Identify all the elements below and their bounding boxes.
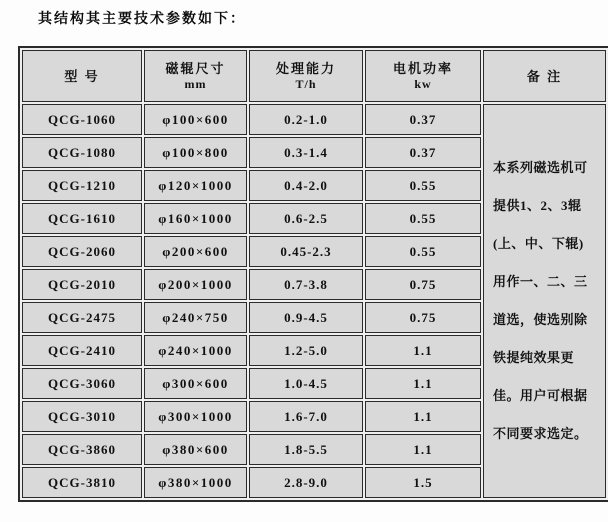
- cell-size: φ160×1000: [144, 203, 247, 234]
- cell-size: φ100×600: [144, 104, 247, 135]
- col-header-model: [22, 50, 142, 102]
- cell-model: QCG-1610: [22, 203, 142, 234]
- cell-power: 0.75: [365, 302, 481, 333]
- cell-model: QCG-3810: [22, 467, 142, 498]
- cell-power: 1.1: [365, 434, 481, 465]
- cell-capacity: 0.2-1.0: [249, 104, 363, 135]
- cell-power: 0.55: [365, 236, 481, 267]
- col-header-capacity-label: 处理能力: [275, 61, 336, 76]
- col-header-remark: [483, 50, 606, 102]
- cell-power: 0.37: [365, 137, 481, 168]
- cell-capacity: 1.0-4.5: [249, 368, 363, 399]
- cell-capacity: 0.9-4.5: [249, 302, 363, 333]
- cell-power: 0.37: [365, 104, 481, 135]
- cell-size: φ300×600: [144, 368, 247, 399]
- cell-size: φ380×1000: [144, 467, 247, 498]
- col-header-remark-label: 备 注: [526, 68, 563, 84]
- cell-size: φ380×600: [144, 434, 247, 465]
- cell-power: 1.1: [365, 401, 481, 432]
- cell-capacity: 1.6-7.0: [249, 401, 363, 432]
- cell-model: QCG-3860: [22, 434, 142, 465]
- cell-model: QCG-3010: [22, 401, 142, 432]
- col-header-power-unit: kw: [414, 77, 432, 91]
- col-header-power: [365, 50, 481, 102]
- cell-size: φ120×1000: [144, 170, 247, 201]
- cell-model: QCG-3060: [22, 368, 142, 399]
- cell-model: QCG-1080: [22, 137, 142, 168]
- col-header-power-label: 电机功率: [392, 61, 453, 76]
- table-row: [22, 104, 606, 135]
- cell-capacity: 1.2-5.0: [249, 335, 363, 366]
- cell-model: QCG-1210: [22, 170, 142, 201]
- cell-size: φ200×600: [144, 236, 247, 267]
- cell-capacity: 0.7-3.8: [249, 269, 363, 300]
- col-header-size-unit: mm: [184, 77, 207, 91]
- cell-model: QCG-2010: [22, 269, 142, 300]
- cell-size: φ240×750: [144, 302, 247, 333]
- cell-power: 1.5: [365, 467, 481, 498]
- cell-capacity: 0.6-2.5: [249, 203, 363, 234]
- cell-capacity: 2.8-9.0: [249, 467, 363, 498]
- col-header-model-label: 型 号: [64, 68, 100, 84]
- cell-size: φ200×1000: [144, 269, 247, 300]
- cell-power: 0.55: [365, 170, 481, 201]
- cell-capacity: 1.8-5.5: [249, 434, 363, 465]
- col-header-size: [144, 50, 247, 102]
- cell-power: 1.1: [365, 335, 481, 366]
- remarks-cell: 本系列磁选机可提供1、2、3辊(上、中、下辊)用作一、二、三道选，使选别除铁提纯效果更佳。用户可根据不同要求选定。: [483, 104, 606, 498]
- col-header-size-label: 磁辊尺寸: [165, 61, 226, 76]
- cell-capacity: 0.4-2.0: [249, 170, 363, 201]
- cell-model: QCG-2410: [22, 335, 142, 366]
- cell-size: φ300×1000: [144, 401, 247, 432]
- cell-capacity: 0.45-2.3: [249, 236, 363, 267]
- cell-model: QCG-2060: [22, 236, 142, 267]
- cell-size: φ240×1000: [144, 335, 247, 366]
- page-title: 其结构其主要技术参数如下：: [38, 10, 246, 26]
- cell-model: QCG-2475: [22, 302, 142, 333]
- col-header-capacity: [249, 50, 363, 102]
- cell-power: 0.55: [365, 203, 481, 234]
- header-row: [22, 50, 606, 102]
- spec-table: [18, 46, 608, 502]
- cell-power: 1.1: [365, 368, 481, 399]
- cell-size: φ100×800: [144, 137, 247, 168]
- cell-capacity: 0.3-1.4: [249, 137, 363, 168]
- cell-power: 0.75: [365, 269, 481, 300]
- col-header-capacity-unit: T/h: [295, 77, 317, 91]
- cell-model: QCG-1060: [22, 104, 142, 135]
